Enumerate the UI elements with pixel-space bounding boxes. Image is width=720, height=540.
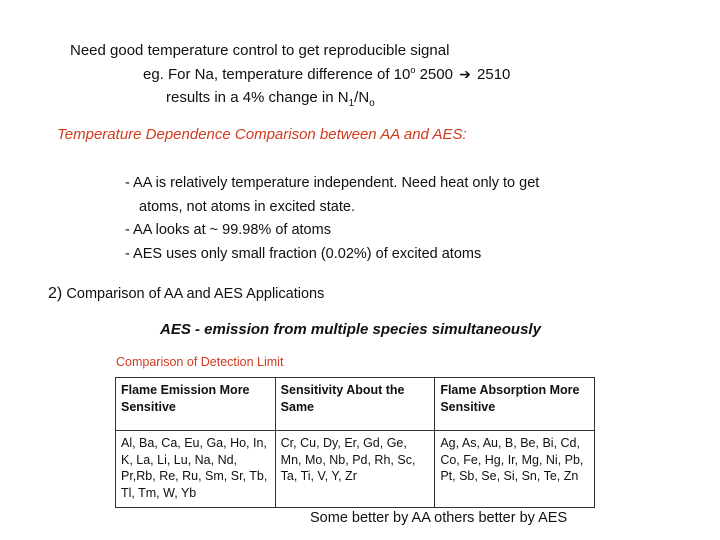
comparison-bullet-list — [125, 172, 539, 266]
bullet-item: - AA looks at ~ 99.98% of atoms — [125, 222, 331, 238]
detection-limit-caption: Comparison of Detection Limit — [116, 355, 284, 369]
intro-line1-text: Need good temperature control to get reproducible signal — [70, 42, 450, 59]
table-header-cell: Sensitivity About the Same — [275, 378, 435, 431]
detection-limit-table — [115, 377, 595, 508]
table-header-cell: Flame Absorption More Sensitive — [435, 378, 595, 431]
temperature-from: 2500 — [419, 66, 453, 83]
heading-number: 2) — [48, 285, 63, 302]
bullet-item: - AA is relatively temperature independent. Need heat only to get — [125, 175, 540, 191]
temperature-to: 2510 — [477, 66, 511, 83]
n1-subscript: 1 — [348, 98, 355, 109]
heading-text: Comparison of AA and AES Applications — [66, 286, 325, 302]
bullet-item: - AES uses only small fraction (0.02%) of excited atoms — [125, 245, 482, 262]
table-header-row — [116, 378, 595, 431]
degree-superscript: o — [410, 65, 416, 75]
table-cell: Cr, Cu, Dy, Er, Gd, Ge, Mn, Mo, Nb, Pd, Rh, Sc, Ta, Ti, V, Y, Zr — [275, 431, 435, 508]
intro-line-na-example — [143, 65, 510, 83]
applications-heading — [48, 285, 324, 303]
table-row — [116, 431, 595, 508]
intro-line-result — [166, 89, 375, 109]
intro-line2-text: eg. For Na, temperature difference of 10 — [143, 66, 411, 83]
ratio-slash: /N — [354, 89, 370, 106]
table-header-cell: Flame Emission More Sensitive — [116, 378, 276, 431]
bullet-item-continuation: atoms, not atoms in excited state. — [139, 198, 355, 215]
right-arrow-icon: ➔ — [459, 66, 471, 82]
section-title: Temperature Dependence Comparison between AA and AES: — [57, 126, 467, 143]
table-cell: Ag, As, Au, B, Be, Bi, Cd, Co, Fe, Hg, Ir, Mg, Ni, Pb, Pt, Sb, Se, Si, Sn, Te, Zn — [435, 431, 595, 508]
no-subscript: o — [369, 98, 375, 109]
intro-line3-text: results in a 4% change in N — [166, 89, 349, 106]
aes-emission-statement: AES - emission from multiple species simultaneously — [160, 321, 541, 338]
table-cell: Al, Ba, Ca, Eu, Ga, Ho, In, K, La, Li, Lu, Na, Nd, Pr,Rb, Re, Ru, Sm, Sr, Tb, Tl, Tm, W, Yb — [116, 431, 276, 508]
table-footnote: Some better by AA others better by AES — [310, 510, 568, 526]
intro-line-temperature-control — [70, 42, 449, 59]
